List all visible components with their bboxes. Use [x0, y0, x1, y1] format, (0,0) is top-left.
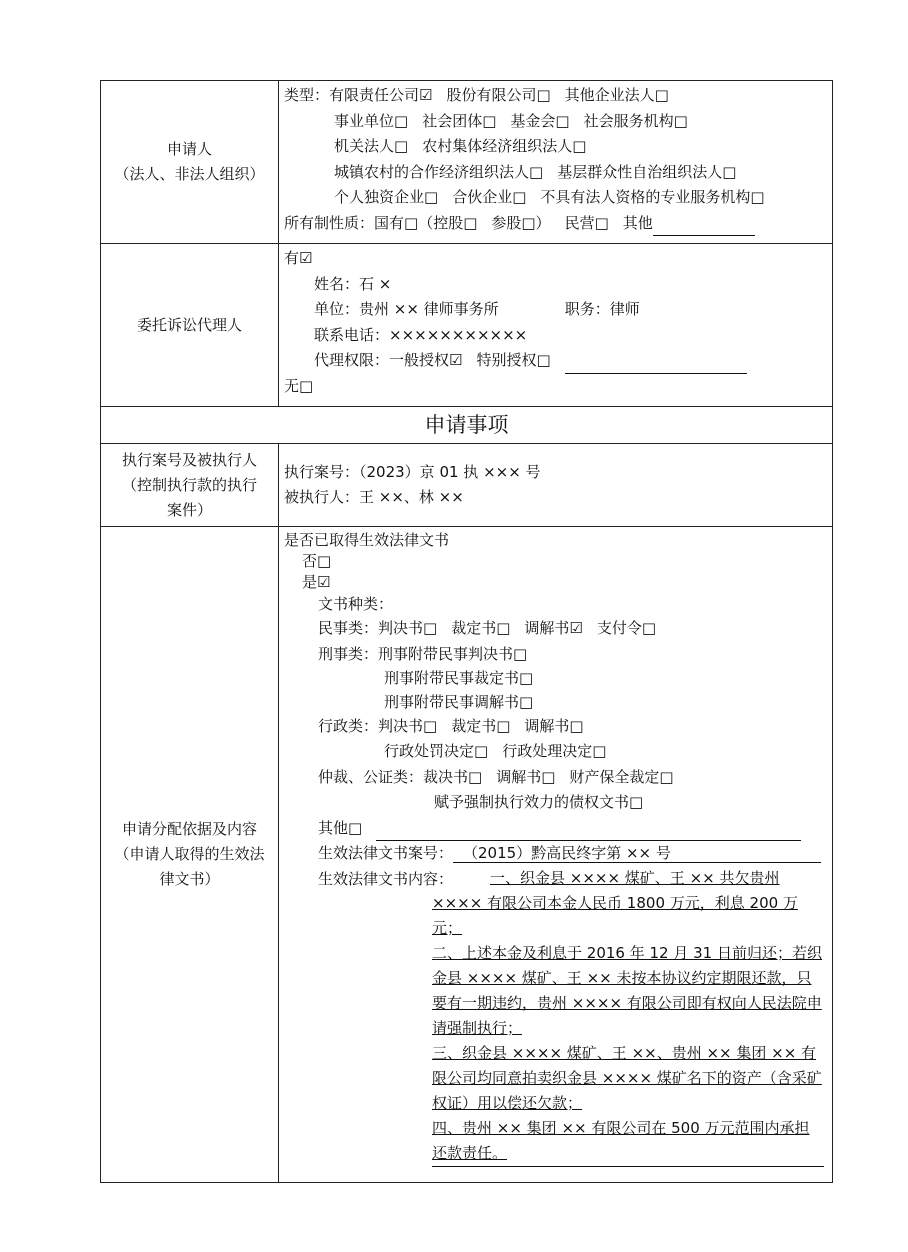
basis-row	[101, 527, 833, 1183]
basis-question: 是否已取得生效法律文书	[284, 531, 450, 549]
case-content	[279, 444, 833, 527]
doc-content-label: 生效法律文书内容：	[318, 869, 454, 888]
agent-unit: 单位：贵州 ×× 律师事务所	[314, 300, 499, 318]
basis-content	[279, 527, 833, 1183]
admin-row1	[284, 714, 828, 740]
doc-content-p4: 四、贵州 ×× 集团 ×× 有限公司在 500 万元范围内承担还款责任。	[432, 1118, 810, 1162]
type-grassroots[interactable]: 基层群众性自治组织法人□	[557, 162, 737, 181]
applicant-content	[279, 81, 833, 244]
agent-authority-special[interactable]: 特别授权□	[476, 351, 551, 369]
other-option[interactable]: 其他□	[318, 818, 363, 837]
criminal-row1	[284, 642, 828, 666]
type-sole-proprietorship[interactable]: 个人独资企业□	[334, 188, 439, 206]
applicant-label-line1: 申请人	[166, 140, 212, 158]
section-title: 申请事项	[101, 407, 833, 444]
type-other-enterprise[interactable]: 其他企业法人□	[564, 86, 669, 104]
admin-mediation[interactable]: 调解书□	[524, 716, 584, 735]
type-government[interactable]: 机关法人□	[334, 137, 409, 155]
civil-ruling[interactable]: 裁定书□	[451, 619, 511, 637]
admin-penalty[interactable]: 行政处罚决定□	[384, 742, 489, 760]
agent-special-blank[interactable]	[565, 357, 747, 374]
applicant-type-row5	[284, 185, 828, 211]
admin-row2	[284, 739, 828, 765]
case-row	[101, 444, 833, 527]
basis-label	[101, 527, 279, 1183]
case-label	[101, 444, 279, 527]
ownership-other-blank[interactable]	[653, 219, 755, 236]
doc-content-p3: 三、织金县 ×××× 煤矿、王 ××、贵州 ×× 集团 ×× 有限公司均同意拍卖织金县 ×××× 煤矿名下的资产（含采矿权证）用以偿还欠款；	[432, 1043, 822, 1112]
type-foundation[interactable]: 基金会□	[510, 111, 570, 130]
basis-label-line1: 申请分配依据及内容	[121, 820, 257, 838]
civil-judgment[interactable]: 判决书□	[378, 619, 438, 637]
doc-content-p1: 一、织金县 ×××× 煤矿、王 ×× 共欠贵州 ×××× 有限公司本金人民币 1800 万元，利息 200 万元；	[432, 868, 798, 937]
type-label: 类型：	[284, 86, 330, 104]
applicant-type-row4	[284, 160, 828, 186]
civil-mediation[interactable]: 调解书☑	[524, 619, 583, 637]
admin-label: 行政类：	[318, 716, 379, 735]
admin-handling[interactable]: 行政处理决定□	[502, 742, 607, 760]
ownership-label: 所有制性质：	[284, 213, 375, 232]
agent-none[interactable]: 无□	[284, 376, 314, 395]
ownership-row	[284, 211, 828, 237]
agent-content	[279, 244, 833, 407]
arb-row2[interactable]: 赋予强制执行效力的债权文书□	[434, 793, 644, 811]
doc-type-label: 文书种类：	[318, 595, 394, 613]
application-form-table	[100, 80, 833, 1183]
case-label-line2: （控制执行款的执行	[121, 475, 257, 494]
type-cooperative[interactable]: 城镇农村的合作经济组织法人□	[334, 162, 544, 181]
agent-position: 职务：律师	[564, 300, 640, 318]
agent-authority-row	[284, 348, 828, 374]
applicant-type-row3	[284, 134, 828, 160]
criminal-ruling[interactable]: 刑事附带民事裁定书□	[384, 668, 534, 687]
agent-authority-general[interactable]: 代理权限：一般授权☑	[314, 351, 463, 369]
civil-payment-order[interactable]: 支付令□	[596, 619, 657, 637]
admin-ruling[interactable]: 裁定书□	[451, 716, 511, 735]
arb-row1	[284, 765, 828, 791]
applicant-type-row1	[284, 83, 828, 109]
ownership-state[interactable]: 国有□（控股□	[374, 213, 478, 232]
basis-yes[interactable]: 是☑	[302, 573, 331, 591]
type-rural-collective[interactable]: 农村集体经济组织法人□	[422, 137, 587, 155]
civil-label: 民事类：	[318, 619, 379, 637]
case-number: 执行案号：（2023）京 01 执 ××× 号	[284, 462, 541, 481]
section-heading-row	[101, 407, 833, 444]
ownership-other[interactable]: 其他	[622, 213, 653, 232]
basis-label-line3: 律文书）	[159, 870, 220, 888]
doc-no-label: 生效法律文书案号：	[318, 844, 454, 862]
type-llc[interactable]: 有限责任公司☑	[329, 86, 433, 104]
other-row	[284, 816, 828, 842]
type-joint-stock[interactable]: 股份有限公司□	[446, 86, 551, 104]
ownership-share[interactable]: 参股□）	[491, 213, 551, 232]
type-professional-service[interactable]: 不具有法人资格的专业服务机构□	[540, 188, 765, 206]
case-label-line3: 案件）	[166, 500, 212, 519]
admin-judgment[interactable]: 判决书□	[378, 716, 438, 735]
civil-row	[284, 616, 828, 642]
applicant-row	[101, 81, 833, 244]
agent-row	[101, 244, 833, 407]
case-label-line1: 执行案号及被执行人	[121, 450, 257, 469]
applicant-label-line2: （法人、非法人组织）	[114, 165, 265, 183]
doc-no-row	[284, 841, 828, 867]
arb-mediation[interactable]: 调解书□	[496, 767, 556, 786]
criminal-mediation[interactable]: 刑事附带民事调解书□	[384, 692, 534, 711]
applicant-label	[101, 81, 279, 244]
criminal-label: 刑事类：	[318, 644, 379, 663]
doc-content-block	[432, 866, 824, 1167]
arb-preservation[interactable]: 财产保全裁定□	[569, 767, 674, 786]
type-social-service[interactable]: 社会服务机构□	[583, 111, 688, 130]
other-blank[interactable]	[376, 824, 801, 841]
agent-unit-row	[284, 297, 828, 323]
agent-has[interactable]: 有☑	[284, 249, 313, 267]
agent-label: 委托诉讼代理人	[101, 244, 279, 407]
arb-award[interactable]: 裁决书□	[423, 767, 483, 786]
arb-label: 仲裁、公证类：	[318, 767, 424, 786]
doc-content-p2: 二、上述本金及利息于 2016 年 12 月 31 日前归还；若织金县 ×××× 煤矿、王 ×× 未按本协议约定期限还款，只要有一期违约，贵州 ×××× 有限公司即有权向人民法院申请强制执行；	[432, 943, 822, 1037]
criminal-judgment[interactable]: 刑事附带民事判决书□	[378, 644, 528, 663]
case-executee: 被执行人：王 ××、林 ××	[284, 488, 464, 506]
type-public-institution[interactable]: 事业单位□	[334, 111, 409, 130]
agent-name: 姓名：石 ×	[314, 274, 392, 293]
applicant-type-row2	[284, 109, 828, 135]
ownership-private[interactable]: 民营□	[564, 213, 609, 232]
basis-no[interactable]: 否□	[302, 552, 332, 570]
doc-no-value: （2015）黔高民终字第 ×× 号	[453, 844, 821, 863]
type-social-group[interactable]: 社会团体□	[422, 111, 497, 130]
basis-label-line2: （申请人取得的生效法	[114, 845, 265, 863]
type-partnership[interactable]: 合伙企业□	[452, 188, 527, 206]
agent-phone: 联系电话：×××××××××××	[314, 325, 528, 344]
